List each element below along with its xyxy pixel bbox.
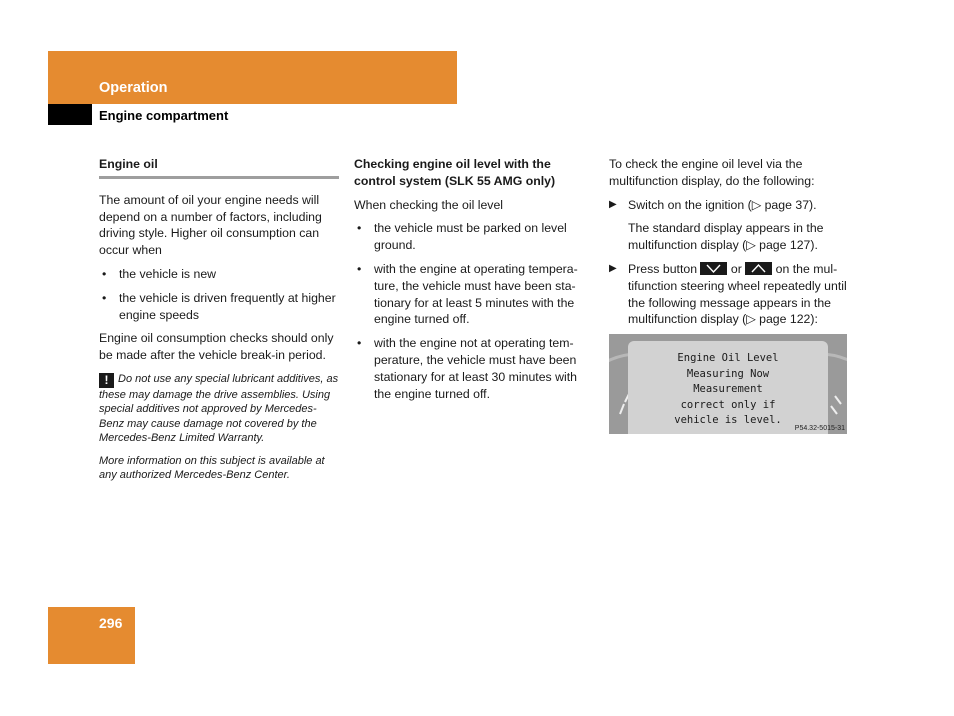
bullet-mark: •: [102, 266, 107, 281]
display-line: correct only if: [680, 398, 776, 411]
engine-oil-intro: The amount of oil your engine needs will depend on a number of factors, including driving style. Higher oil consumption can occur when: [99, 192, 322, 258]
display-line: vehicle is level.: [674, 414, 782, 426]
column-engine-oil: [99, 156, 339, 491]
display-screen: [628, 341, 828, 434]
multifunction-intro: To check the engine oil level via the multifunction display, do the following:: [609, 157, 815, 188]
warning-note: ! Do not use any special lubricant additives, as these may damage the drive assemblies. Using special additives not approved by Mercedes-Benz may cause damage not covered by the Mercedes-Benz Limited Warranty.: [99, 372, 339, 445]
subsection-marker: [48, 104, 92, 125]
display-line: Measurement: [693, 383, 763, 395]
bullet-mark: •: [357, 221, 362, 236]
subsection-title: Engine compartment: [99, 108, 229, 123]
display-line: Measuring Now: [686, 367, 770, 380]
bullet-mark: •: [102, 290, 107, 305]
list-item: • with the engine not at operating tem-perature, the vehicle must have been stationary for at least 30 minutes with the engine turned off.: [357, 336, 577, 401]
list-item: • the vehicle must be parked on level ground.: [357, 221, 567, 253]
scroll-up-button-icon: [745, 262, 772, 275]
checking-oil-heading: Checking engine oil level with the control system (SLK 55 AMG only): [354, 157, 556, 188]
when-checking-text: When checking the oil level: [354, 197, 504, 212]
warning-icon: !: [99, 373, 114, 388]
bullet-mark: •: [357, 261, 362, 276]
step-arrow-icon: ▶: [609, 262, 617, 274]
column-checking-oil: [354, 156, 592, 409]
page-number: 296: [99, 615, 123, 631]
scroll-down-button-icon: [700, 262, 727, 275]
image-code: P54.32-5015-31: [794, 425, 845, 432]
step-arrow-icon: ▶: [609, 198, 617, 210]
column-multifunction: [609, 156, 849, 335]
display-line: Engine Oil Level: [677, 352, 779, 364]
engine-oil-heading: Engine oil: [99, 156, 339, 179]
step-item: ▶ Press button or on the mul-tifunction steering wheel repeatedly until the following message appears in the multifunction display (▷ page 122):: [609, 261, 847, 327]
more-info-note: More information on this subject is available at any authorized Mercedes-Benz Center.: [99, 454, 325, 482]
list-item: • the vehicle is new: [102, 266, 217, 281]
multifunction-display-image: [609, 334, 847, 434]
list-item: • the vehicle is driven frequently at higher engine speeds: [102, 290, 336, 322]
header-bar: [48, 51, 457, 104]
step-note: The standard display appears in the multifunction display (▷ page 127).: [628, 221, 824, 253]
step-item: ▶ Switch on the ignition (▷ page 37).: [609, 197, 817, 212]
bullet-mark: •: [357, 336, 362, 351]
list-item: • with the engine at operating tempera-ture, the vehicle must have been sta-tionary for at least 5 minutes with the engine turned off.: [357, 261, 578, 327]
consumption-checks-text: Engine oil consumption checks should only be made after the vehicle break-in period.: [99, 331, 334, 363]
section-title: Operation: [99, 80, 168, 96]
